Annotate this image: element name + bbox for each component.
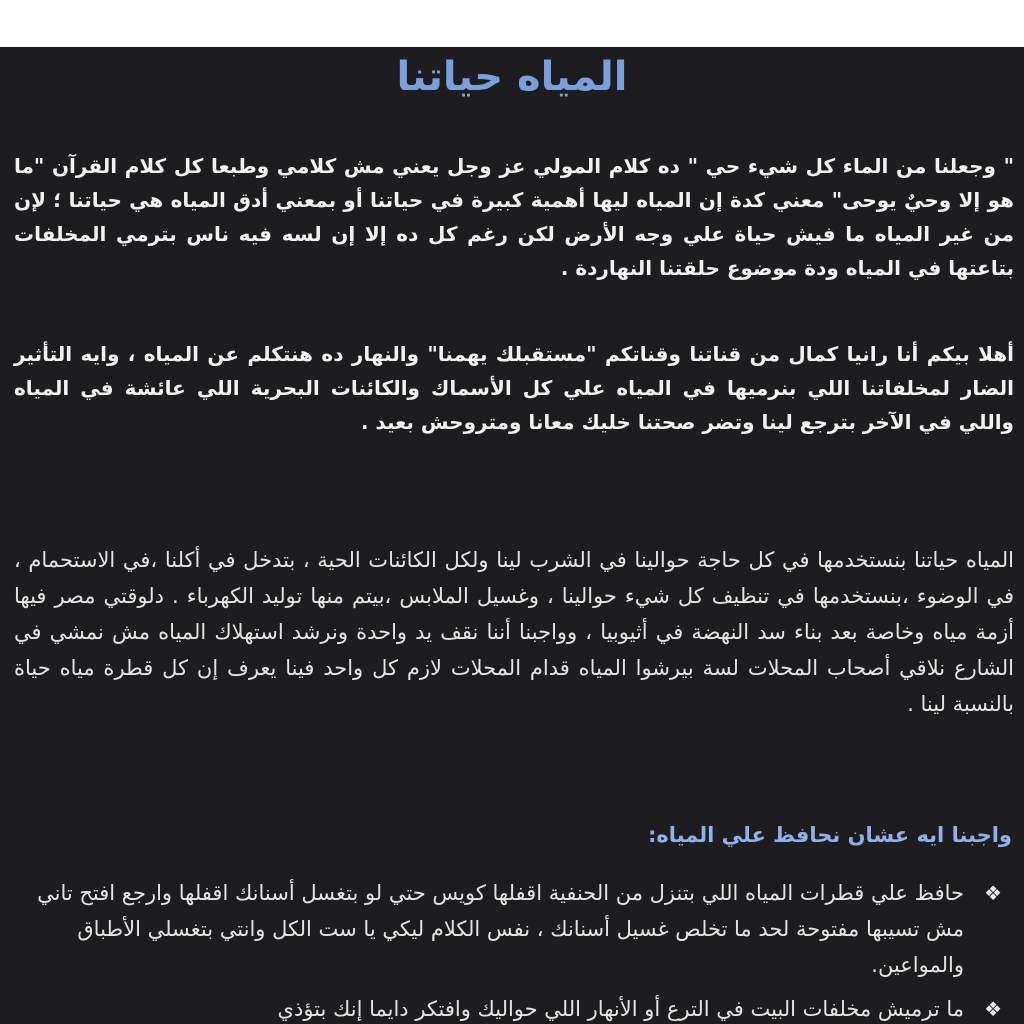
intro-paragraph: " وجعلنا من الماء كل شيء حي " ده كلام المولي عز وجل يعني مش كلامي وطبعا كل كلام القرآن "ما هو إلا وحيٌ يوحى" معني كدة إن المياه ليها أهمية كبيرة في حياتنا أو بمعني أدق المياه هي حياتنا ؛ لإن من غير المياه ما فيش حياة علي وجه الأرض لكن رغم كل ده إلا إن لسه فيه ناس بترمي المخلفات بتاعتها في المياه ودة موضوع حلقتنا النهاردة . — [14, 154, 1014, 280]
document-page — [0, 47, 1024, 1024]
document-title: المياه حياتنا — [396, 54, 628, 100]
body-paragraph: المياه حياتنا بنستخدمها في كل حاجة حوالينا في الشرب لينا ولكل الكائنات الحية ، بتدخل في أكلنا ،في الاستحمام ، في الوضوء ،بنستخدمها في تنظيف كل شيء حوالينا ، وغسيل الملابس ،بيتم منها توليد الكهرباء . دلوقتي مصر فيها أزمة مياه وخاصة بعد بناء سد النهضة في أثيوبيا ، وواجبنا أننا نقف يد واحدة ونرشد استهلاك المياه مش نمشي في الشارع نلاقي أصحاب المحلات لسة بيرشوا المياه قدام المحلات لازم كل واحد فينا يعرف إن كل قطرة مياه حياة بالنسبة لينا . — [14, 548, 1014, 716]
list-item-text: ما ترميش مخلفات البيت في الترع أو الأنهار اللي حواليك وافتكر دايما إنك بتؤذي — [277, 997, 964, 1021]
list-item-text: حافظ علي قطرات المياه اللي بتنزل من الحنفية اقفلها كويس حتي لو بتغسل أسنانك اقفلها وارجع افتح تاني مش تسيبها مفتوحة لحد ما تخلص غسيل أسنانك ، نفس الكلام ليكي يا ست الكل وانتي بتغسلي الأطباق والمواعين. — [37, 881, 964, 977]
list-item — [17, 875, 1012, 983]
top-bar — [0, 0, 1024, 47]
bullet-list — [17, 875, 1012, 1024]
greeting-paragraph: أهلا بيكم أنا رانيا كمال من قناتنا وقناتكم "مستقبلك يهمنا" والنهار ده هنتكلم عن المياه ، وايه التأثير الضار لمخلفاتنا اللي بنرميها في المياه علي كل الأسماك والكائنات البحرية اللي عائشة في المياه واللي في الآخر بترجع لينا وتضر صحتنا خليك معانا ومتروحش بعيد . — [14, 342, 1014, 434]
section-heading: واجبنا ايه عشان نحافظ علي المياه: — [647, 823, 1012, 847]
list-item — [17, 991, 1012, 1024]
diamond-bullet-icon: ❖ — [984, 997, 1002, 1021]
diamond-bullet-icon: ❖ — [984, 881, 1002, 905]
